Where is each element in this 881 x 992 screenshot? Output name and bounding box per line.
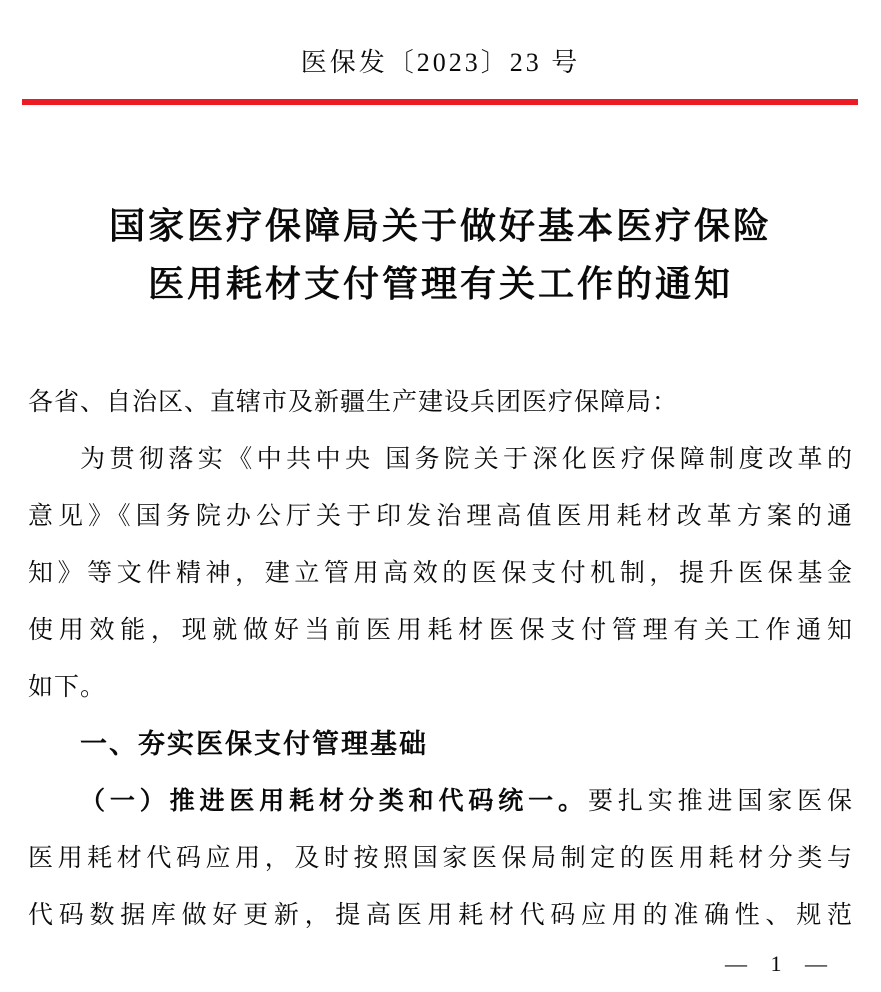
item1-lead-bold: （一）推进医用耗材分类和代码统一。 xyxy=(80,788,588,815)
title-line-2: 医用耗材支付管理有关工作的通知 xyxy=(147,264,733,304)
paragraph1-line-5: 如下。 xyxy=(28,674,107,701)
red-divider xyxy=(22,99,858,105)
section1-heading: 一、夯实医保支付管理基础 xyxy=(80,729,428,759)
page-number: — 1 — xyxy=(725,951,829,976)
paragraph1-line-2: 意见》《国务院办公厅关于印发治理高值医用耗材改革方案的通 xyxy=(28,503,853,530)
paragraph1-line-3: 知》等文件精神，建立管用高效的医保支付机制，提升医保基金 xyxy=(28,560,853,587)
doc-number: 医保发〔2023〕23 号 xyxy=(300,48,581,77)
paragraph1-line-1: 为贯彻落实《中共中央 国务院关于深化医疗保障制度改革的 xyxy=(80,446,853,473)
item1-line-3: 代码数据库做好更新，提高医用耗材代码应用的准确性、规范 xyxy=(28,902,853,929)
paragraph1-line-4: 使用效能，现就做好当前医用耗材医保支付管理有关工作通知 xyxy=(28,617,853,644)
item1-line-1 xyxy=(28,773,853,830)
document-title xyxy=(28,197,853,313)
salutation-line: 各省、自治区、直辖市及新疆生产建设兵团医疗保障局： xyxy=(28,389,679,416)
title-line-1: 国家医疗保障局关于做好基本医疗保险 xyxy=(108,206,772,246)
item1-lead-rest: 要扎实推进国家医保 xyxy=(587,788,853,815)
document-body xyxy=(28,374,853,944)
item1-line-2: 医用耗材代码应用，及时按照国家医保局制定的医用耗材分类与 xyxy=(28,845,853,872)
